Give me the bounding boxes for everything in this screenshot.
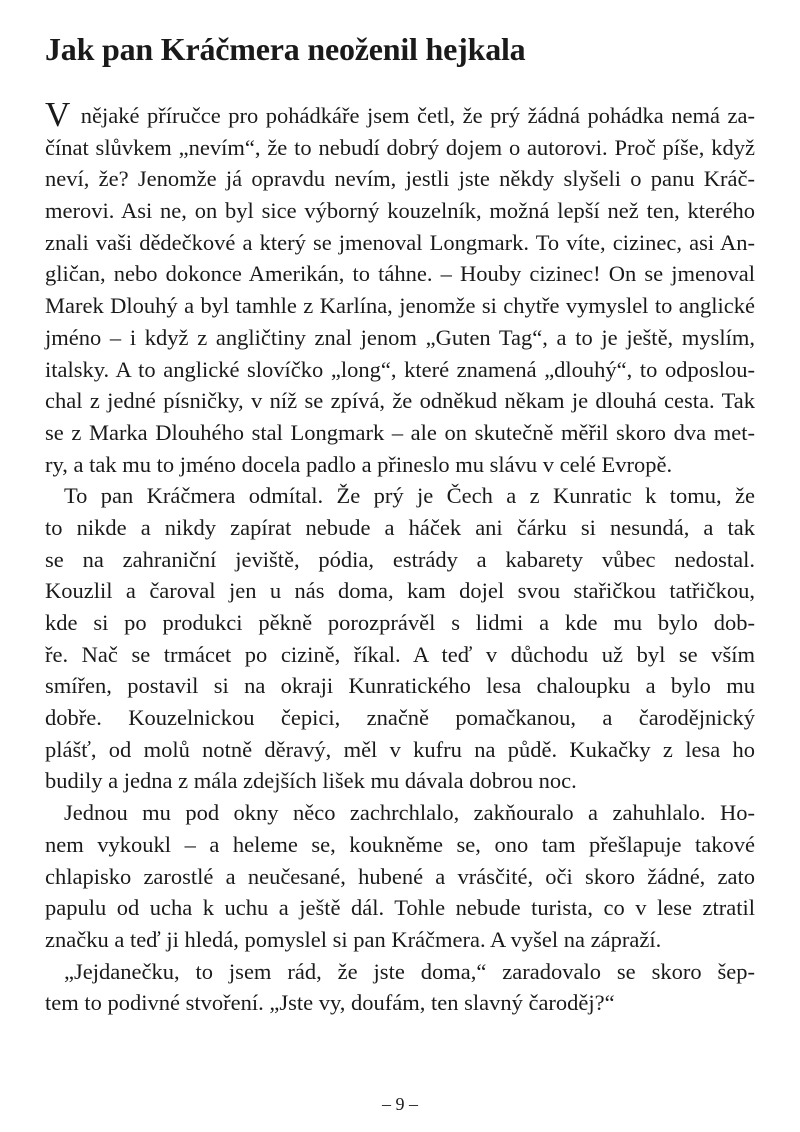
text-line: smířen, postavil si na okraji Kunratického lesa chaloupku a bylo mu xyxy=(45,673,755,699)
text-line: se z Marka Dlouhého stal Longmark – ale on skutečně měřil skoro dva met- xyxy=(45,419,755,445)
text-line: dobře. Kouzelnickou čepici, značně pomačkanou, a čarodějnický xyxy=(45,705,755,731)
text-line: plášť, od molů notně děravý, měl v kufru na půdě. Kukačky z lesa ho xyxy=(45,736,755,762)
text-line-content: nějaké příručce pro pohádkáře jsem četl, že prý žádná pohádka nemá za- xyxy=(73,103,755,128)
text-line: ry, a tak mu to jméno docela padlo a přineslo mu slávu v celé Evropě. xyxy=(45,451,673,477)
paragraph-1 xyxy=(45,95,755,480)
text-line: značku a teď ji hledá, pomyslel si pan Kráčmera. A vyšel na zápraží. xyxy=(45,926,662,952)
text-line: tem to podivné stvoření. „Jste vy, doufám, ten slavný čaroděj?“ xyxy=(45,990,615,1016)
page-number: – 9 – xyxy=(382,1094,418,1114)
text-line: jméno – i když z angličtiny znal jenom „Guten Tag“, a to je ještě, myslím, xyxy=(45,324,755,350)
chapter-title: Jak pan Kráčmera neoženil hejkala xyxy=(45,31,526,67)
text-line: merovi. Asi ne, on byl sice výborný kouzelník, možná lepší než ten, kterého xyxy=(45,198,755,224)
text-line: kde si po produkci pěkně porozprávěl s lidmi a kde mu bylo dob- xyxy=(45,610,755,635)
text-line: papulu od ucha k uchu a ještě dál. Tohle nebude turista, co v lese ztratil xyxy=(45,895,755,921)
text-line: Jednou mu pod okny něco zachrchlalo, zakňouralo a zahuhlalo. Ho- xyxy=(64,800,755,826)
paragraph-4 xyxy=(45,956,755,1019)
text-line: chal z jedné písničky, v níž se zpívá, že odněkud někam je dlouhá cesta. Tak xyxy=(45,388,755,414)
text-line: neví, že? Jenomže já opravdu nevím, jestli jste někdy slyšeli o panu Kráč- xyxy=(45,166,755,192)
text-line: čínat slůvkem „nevím“, že to nebudí dobrý dojem o autorovi. Proč píše, když xyxy=(45,134,755,160)
text-line: Marek Dlouhý a byl tamhle z Karlína, jenomže si chytře vymyslel to anglické xyxy=(45,293,755,319)
text-line: nem vykoukl – a heleme se, koukněme se, ono tam přešlapuje takové xyxy=(45,831,755,857)
text-line: „Jejdanečku, to jsem rád, že jste doma,“ zaradovalo se skoro šep- xyxy=(64,958,755,984)
text-line: To pan Kráčmera odmítal. Že prý je Čech a z Kunratic k tomu, že xyxy=(64,483,755,509)
chapter-body xyxy=(45,95,755,1019)
text-line: budily a jedna z mála zdejších lišek mu dávala dobrou noc. xyxy=(45,768,577,794)
text-line: italsky. A to anglické slovíčko „long“, které znamená „dlouhý“, to odposlou- xyxy=(45,356,755,382)
text-line: ře. Nač se trmácet po cizině, říkal. A teď v důchodu už byl se vším xyxy=(45,641,755,667)
text-line: chlapisko zarostlé a neučesané, hubené a vrásčité, oči skoro žádné, zato xyxy=(45,863,755,889)
text-line xyxy=(45,95,755,134)
text-line: se na zahraniční jeviště, pódia, estrády a kabarety vůbec nedostal. xyxy=(45,546,755,572)
text-line: to nikde a nikdy zapírat nebude a háček ani čárku si nesundá, a tak xyxy=(45,514,755,540)
text-line: znali vaši dědečkové a který se jmenoval Longmark. To víte, cizinec, asi An- xyxy=(45,229,755,255)
drop-cap: V xyxy=(45,95,71,134)
paragraph-2 xyxy=(45,480,755,797)
book-page xyxy=(45,0,755,1132)
text-line: Kouzlil a čaroval jen u nás doma, kam dojel svou stařičkou tatřičkou, xyxy=(45,578,755,604)
paragraph-3 xyxy=(45,797,755,955)
text-line: gličan, nebo dokonce Amerikán, to táhne. – Houby cizinec! On se jmenoval xyxy=(45,261,755,287)
